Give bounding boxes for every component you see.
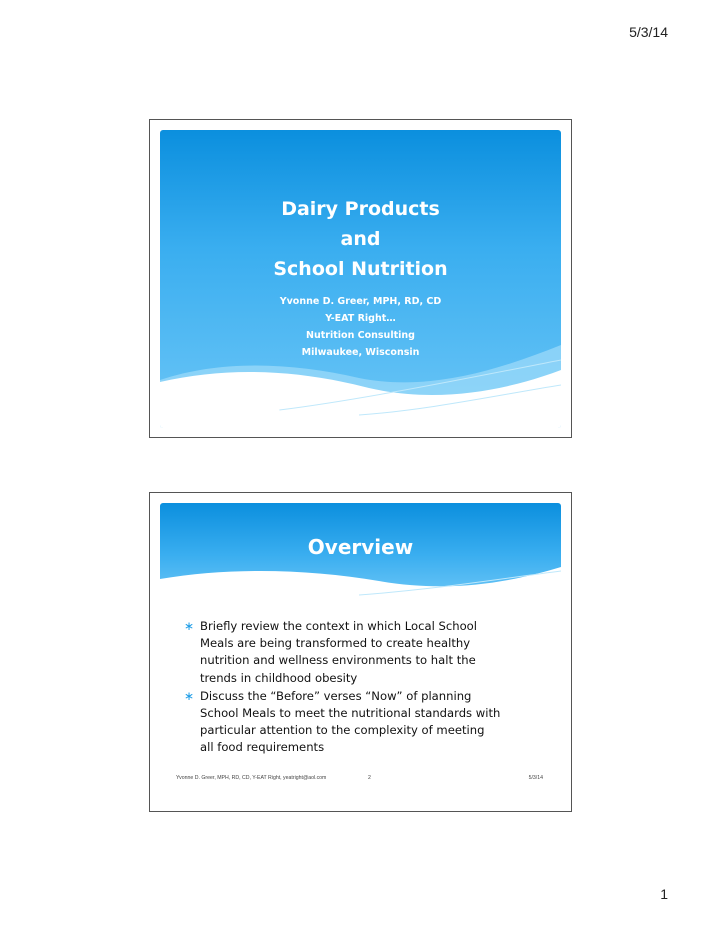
title-line-2: and xyxy=(340,228,381,250)
wave-decoration xyxy=(160,340,561,428)
slide-background xyxy=(160,130,561,428)
title-line-1: Dairy Products xyxy=(281,198,440,220)
title-line-3: School Nutrition xyxy=(273,258,448,280)
header-band xyxy=(160,503,561,598)
page-number: 1 xyxy=(660,886,668,902)
slide-heading: Overview xyxy=(307,535,414,559)
slide-background xyxy=(160,503,561,801)
bullet-icon: ∗ xyxy=(184,619,195,633)
slide-footer xyxy=(170,775,551,787)
slide-title-text xyxy=(160,194,561,284)
author-line-2: Y-EAT Right… xyxy=(325,313,396,324)
bullet-icon: ∗ xyxy=(184,688,195,703)
wave-decoration xyxy=(160,561,561,598)
bullet-item xyxy=(184,688,501,757)
bullet-list xyxy=(184,618,501,758)
footer-author: Yvonne D. Greer, MPH, RD, CD, Y-EAT Right, yeatright@aol.com xyxy=(176,775,327,781)
author-line-1: Yvonne D. Greer, MPH, RD, CD xyxy=(279,296,442,307)
author-line-3: Nutrition Consulting xyxy=(306,330,415,341)
footer-slide-number: 2 xyxy=(368,775,371,781)
bullet-text: Briefly review the context in which Local School Meals are being transformed to create healthy nutrition and wellness environments to halt the trends in childhood obesity xyxy=(200,619,477,685)
bullet-text: Discuss the “Before” verses “Now” of planning School Meals to meet the nutritional standards with particular attention to the complexity of meeting all food requirements xyxy=(200,688,501,755)
bullet-item xyxy=(184,618,501,687)
slide-title xyxy=(149,119,572,438)
author-line-4: Milwaukee, Wisconsin xyxy=(301,347,420,358)
page-date: 5/3/14 xyxy=(629,24,668,40)
slide-overview xyxy=(149,492,572,812)
footer-date: 5/3/14 xyxy=(528,775,543,781)
